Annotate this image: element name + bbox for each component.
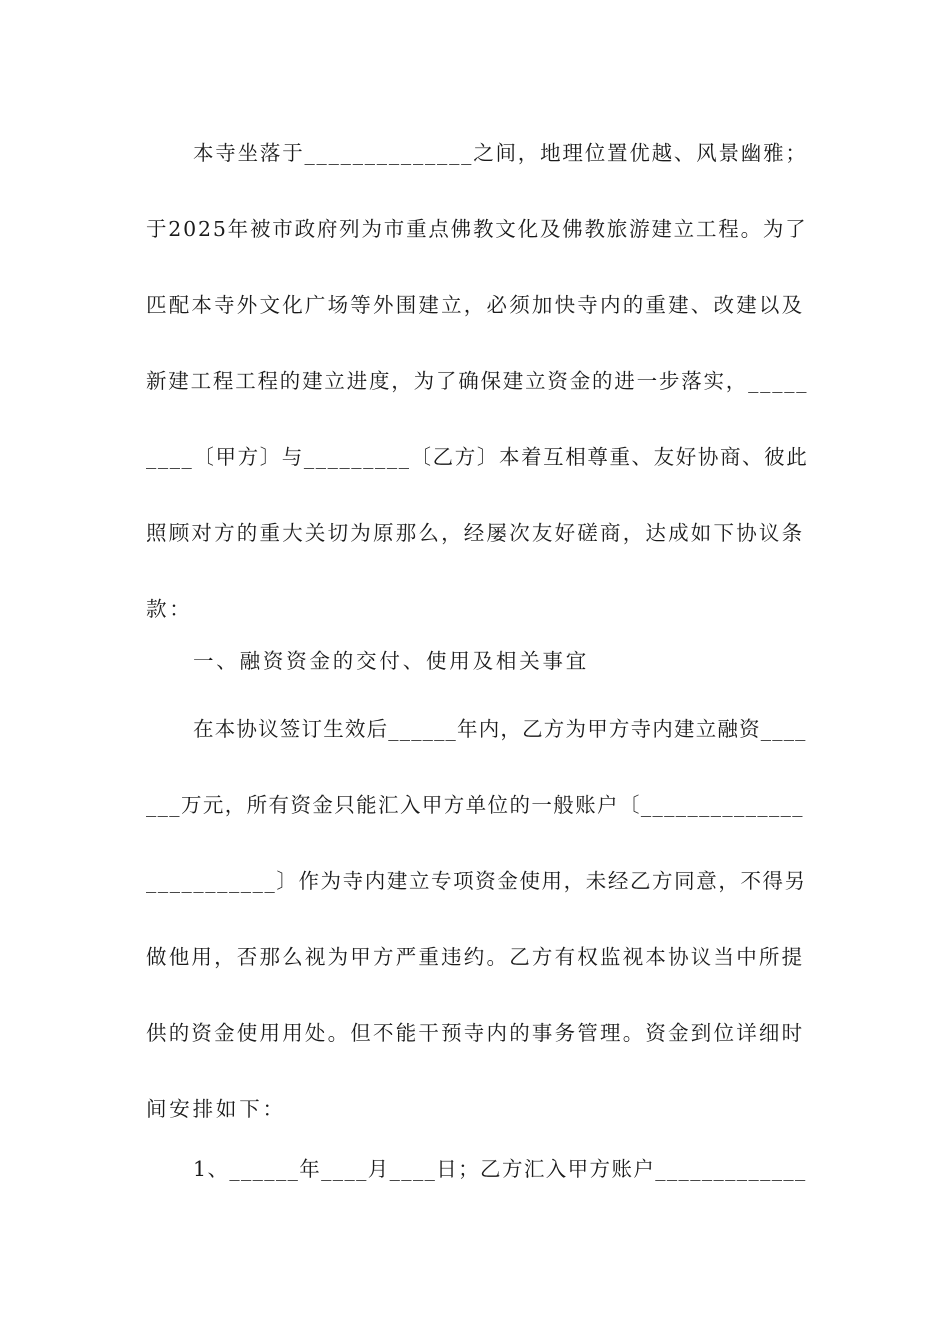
- paragraph-line: 照顾对方的重大关切为原那么，经屡次友好磋商，达成如下协议条: [146, 521, 805, 545]
- paragraph-line: 新建工程工程的建立进度，为了确保建立资金的进一步落实，_____: [146, 369, 809, 393]
- paragraph-line: ___________〕作为寺内建立专项资金使用，未经乙方同意，不得另: [146, 869, 807, 893]
- paragraph-line: ____〔甲方〕与_________〔乙方〕本着互相尊重、友好协商、彼此: [146, 445, 809, 469]
- section-heading: 一、融资资金的交付、使用及相关事宜: [193, 649, 590, 673]
- list-item: 1、______年____月____日；乙方汇入甲方账户_____________: [193, 1157, 807, 1181]
- paragraph-line: 匹配本寺外文化广场等外围建立，必须加快寺内的重建、改建以及: [146, 293, 805, 317]
- paragraph-line: 在本协议签订生效后______年内，乙方为甲方寺内建立融资____: [193, 717, 807, 741]
- paragraph-line: 于2025年被市政府列为市重点佛教文化及佛教旅游建立工程。为了: [146, 217, 808, 241]
- paragraph-line: 本寺坐落于______________之间，地理位置优越、风景幽雅；: [193, 141, 808, 165]
- paragraph-line: 款：: [146, 597, 193, 621]
- paragraph-line: ___万元，所有资金只能汇入甲方单位的一般账户〔______________: [146, 793, 804, 817]
- paragraph-line: 供的资金使用用处。但不能干预寺内的事务管理。资金到位详细时: [146, 1021, 805, 1045]
- paragraph-line: 间安排如下：: [146, 1097, 286, 1121]
- paragraph-line: 做他用，否那么视为甲方严重违约。乙方有权监视本协议当中所提: [146, 945, 805, 969]
